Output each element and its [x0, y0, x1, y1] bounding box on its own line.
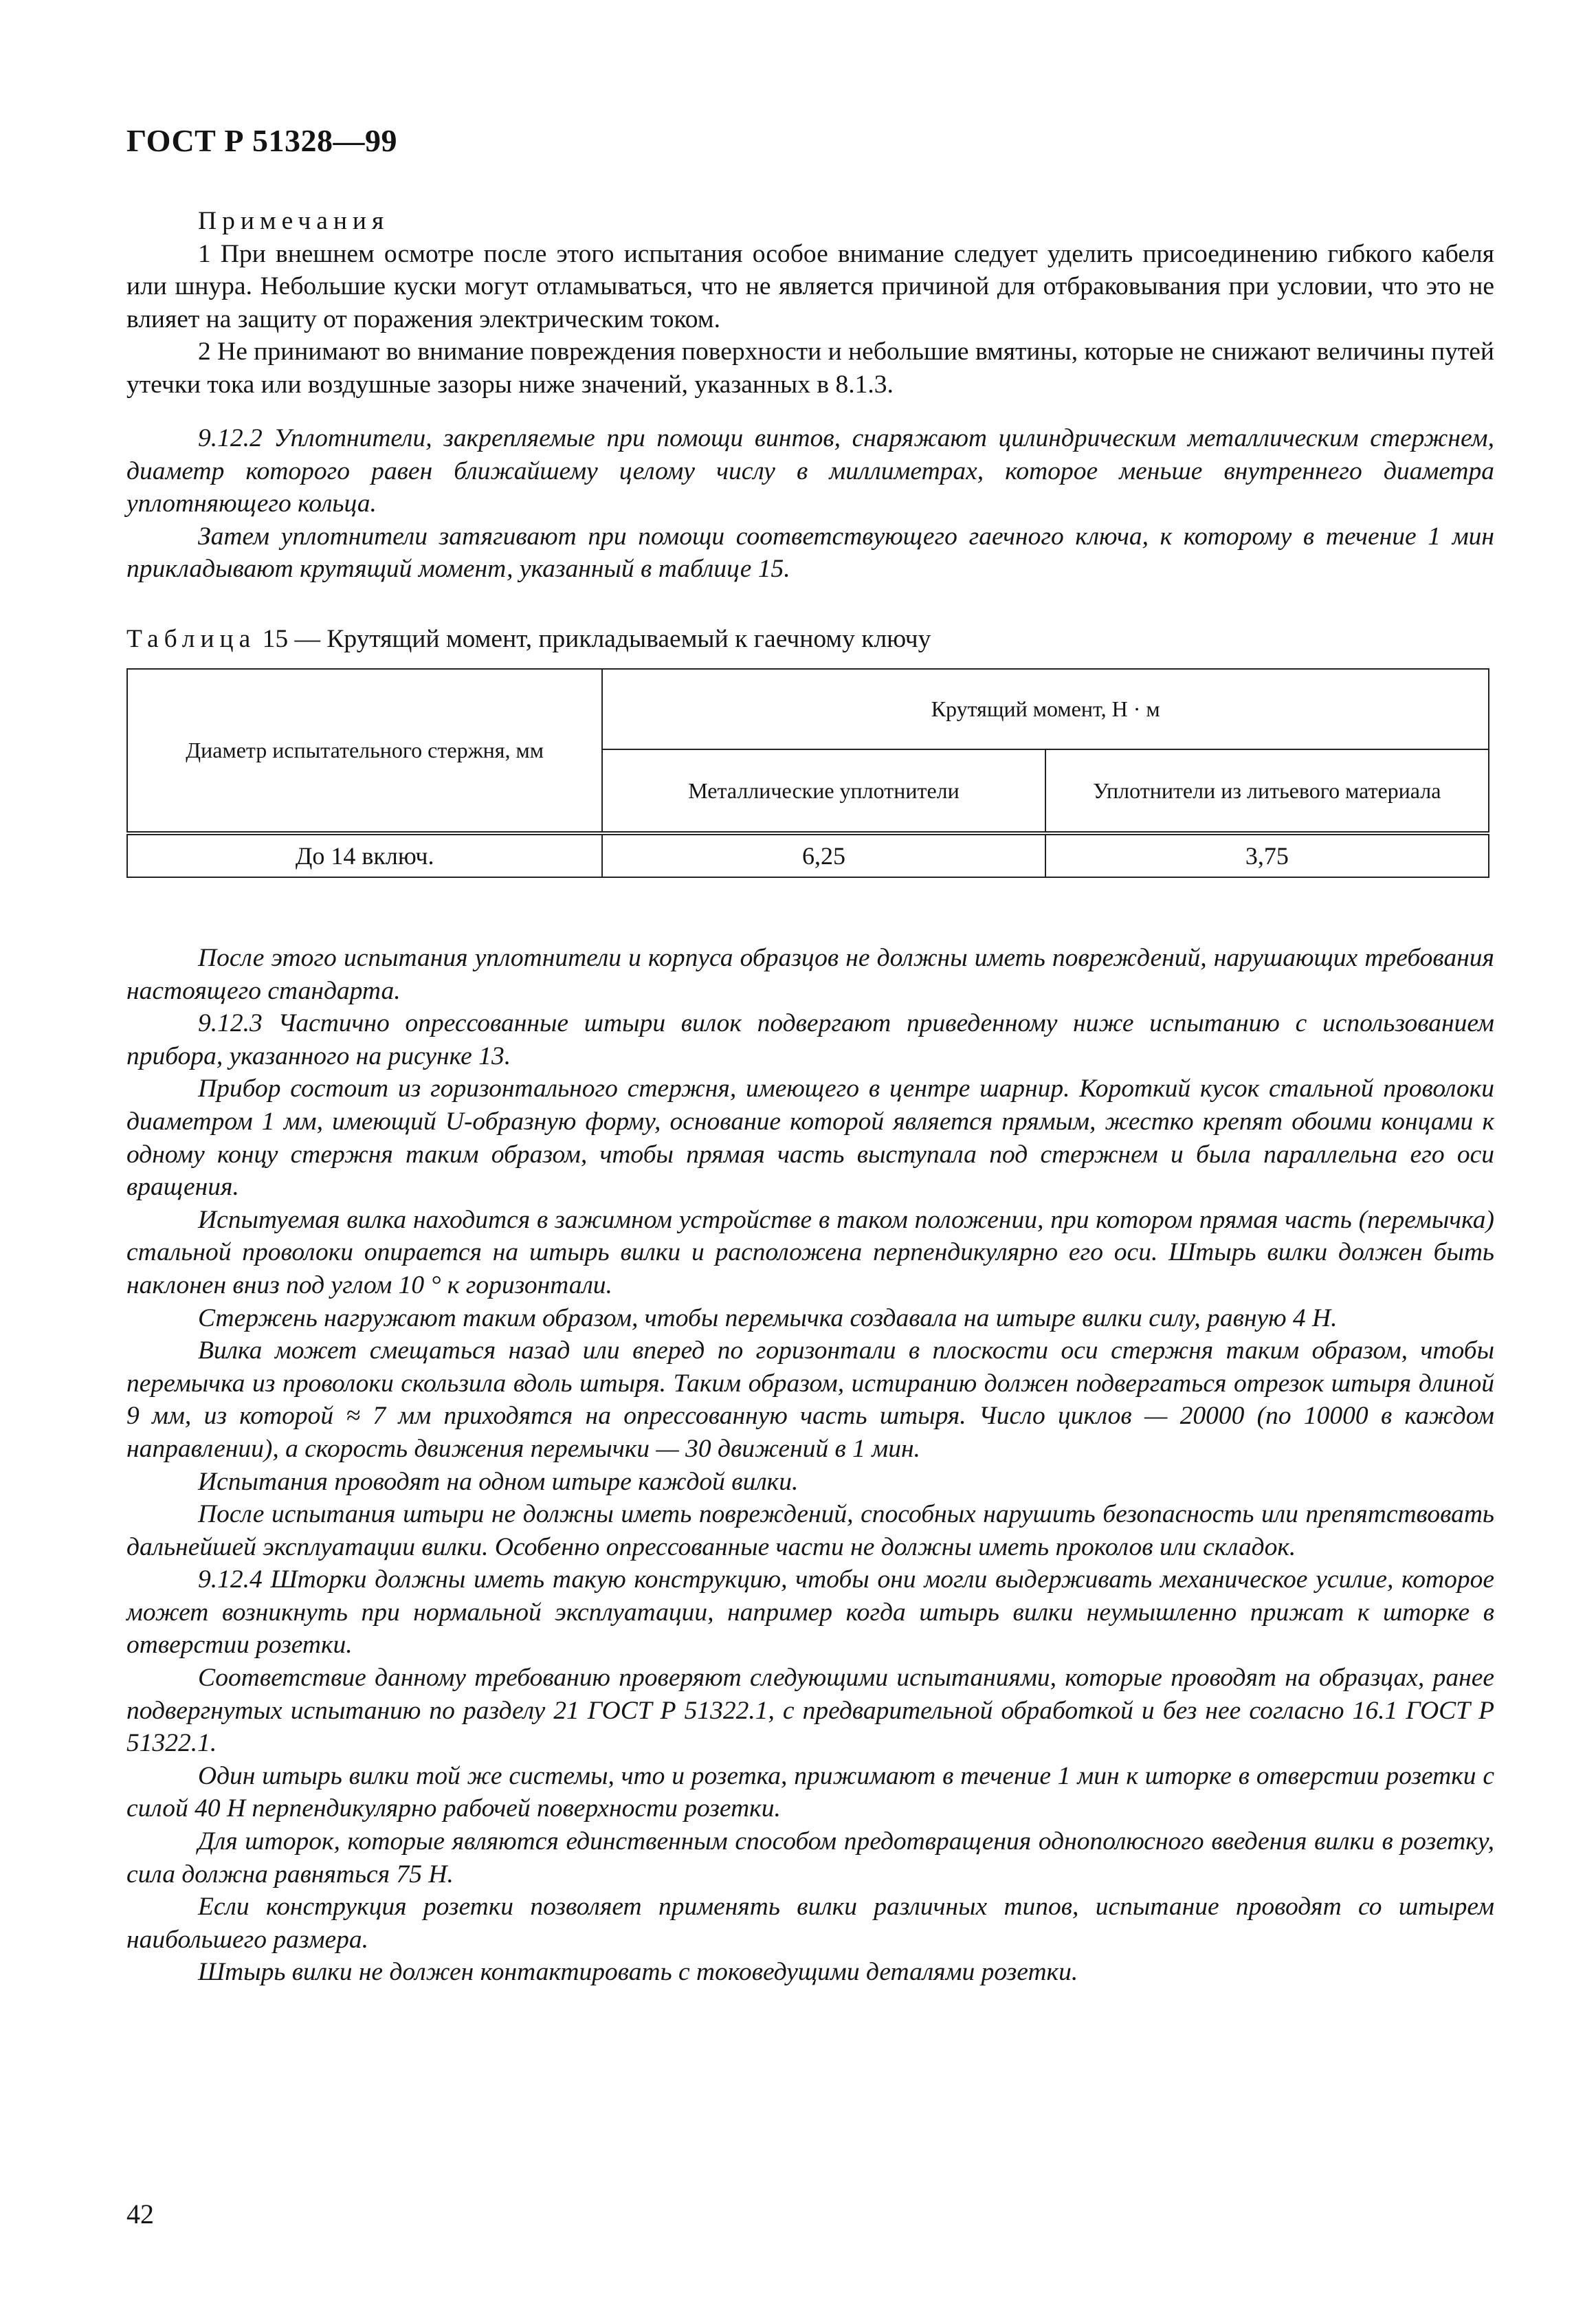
document-header: ГОСТ Р 51328—99 [126, 123, 397, 158]
paragraph: Для шторок, которые являются единственным способом предотвращения однополюсного введения вилки в розетку, сила должна равняться 75 Н. [126, 1827, 1494, 1889]
table-header-metal: Металлические уплотнители [602, 749, 1045, 833]
section-9-12-2 [126, 422, 1494, 586]
paragraph: После испытания штыри не должны иметь повреждений, способных нарушить безопасность или препятствовать дальнейшей эксплуатации вилки. Особенно опрессованные части не должны иметь проколов или складок. [126, 1500, 1494, 1561]
page-number: 42 [126, 2199, 154, 2230]
table-caption-text: 15 — Крутящий момент, прикладываемый к гаечному ключу [256, 625, 931, 653]
table-caption-label: Таблица [126, 625, 256, 653]
paragraph: Один штырь вилки той же системы, что и розетка, прижимают в течение 1 мин к шторке в отверстии розетки с силой 40 Н перпендикулярно рабочей поверхности розетки. [126, 1761, 1494, 1823]
paragraph: Затем уплотнители затягивают при помощи соответствующего гаечного ключа, к которому в течение 1 мин прикладывают крутящий момент, указанный в таблице 15. [126, 522, 1494, 584]
table-header-molded: Уплотнители из литьевого материала [1045, 749, 1489, 833]
torque-table [126, 668, 1489, 878]
paragraph: Если конструкция розетки позволяет применять вилки различных типов, испытание проводят со штырем наибольшего размера. [126, 1893, 1494, 1954]
table-cell-metal: 6,25 [602, 833, 1045, 877]
notes-block [126, 205, 1494, 401]
paragraph: 9.12.2 Уплотнители, закрепляемые при помощи винтов, снаряжают цилиндрическим металлическим стержнем, диаметр которого равен ближайшему целому числу в миллиметрах, которое меньше внутреннего диаметра уплотняющего кольца. [126, 424, 1494, 518]
table-caption [126, 623, 931, 655]
paragraph: 9.12.4 Шторки должны иметь такую конструкцию, чтобы они могли выдерживать механическое усилие, которое может возникнуть при нормальной эксплуатации, например когда штырь вилки неумышленно прижат к шторке в отверстии розетки. [126, 1565, 1494, 1660]
paragraph: Вилка может смещаться назад или вперед по горизонтали в плоскости оси стержня таким образом, чтобы перемычка из проволоки скользила вдоль штыря. Таким образом, истиранию должен подвергаться отрезок штыря длиной 9 мм, из которой ≈ 7 мм приходятся на опрессованную часть штыря. Число циклов — 20000 (по 10000 в каждом направлении), а скорость движения перемычки — 30 движений в 1 мин. [126, 1336, 1494, 1463]
table-header-torque: Крутящий момент, Н · м [602, 669, 1489, 749]
paragraph: Стержень нагружают таким образом, чтобы перемычка создавала на штыре вилки силу, равную 4 Н. [198, 1303, 1338, 1332]
paragraph: Испытания проводят на одном штыре каждой вилки. [198, 1467, 799, 1496]
note-item: 2 Не принимают во внимание повреждения поверхности и небольшие вмятины, которые не снижают величины путей утечки тока или воздушные зазоры ниже значений, указанных в 8.1.3. [126, 338, 1494, 399]
table-header-diameter: Диаметр испытательного стержня, мм [127, 669, 602, 833]
paragraph: Прибор состоит из горизонтального стержня, имеющего в центре шарнир. Короткий кусок стальной проволоки диаметром 1 мм, имеющий U-образную форму, основание которой является прямым, жестко крепят обоими концами к одному концу стержня таким образом, чтобы прямая часть выступала под стержнем и была параллельна его оси вращения. [126, 1075, 1494, 1202]
table-cell-diameter: До 14 включ. [127, 833, 602, 877]
section-after-table [126, 942, 1494, 1989]
notes-title: Примечания [198, 207, 390, 235]
note-item: 1 При внешнем осмотре после этого испытания особое внимание следует уделить присоединению гибкого кабеля или шнура. Небольшие куски могут отламываться, что не является причиной для отбраковывания при условии, что это не влияет на защиту от поражения электрическим током. [126, 239, 1494, 333]
table-cell-molded: 3,75 [1045, 833, 1489, 877]
paragraph: Испытуемая вилка находится в зажимном устройстве в таком положении, при котором прямая часть (перемычка) стальной проволоки опирается на штырь вилки и расположена перпендикулярно его оси. Штырь вилки должен быть наклонен вниз под углом 10 ° к горизонтали. [126, 1205, 1494, 1299]
paragraph: После этого испытания уплотнители и корпуса образцов не должны иметь повреждений, нарушающих требования настоящего стандарта. [126, 944, 1494, 1005]
paragraph: Соответствие данному требованию проверяют следующими испытаниями, которые проводят на образцах, ранее подвергнутых испытанию по разделу 21 ГОСТ Р 51322.1, с предварительной обработкой и без нее согласно 16.1 ГОСТ Р 51322.1. [126, 1664, 1494, 1758]
paragraph: Штырь вилки не должен контактировать с токоведущими деталями розетки. [198, 1958, 1078, 1987]
paragraph: 9.12.3 Частично опрессованные штыри вилок подвергают приведенному ниже испытанию с использованием прибора, указанного на рисунке 13. [126, 1009, 1494, 1070]
